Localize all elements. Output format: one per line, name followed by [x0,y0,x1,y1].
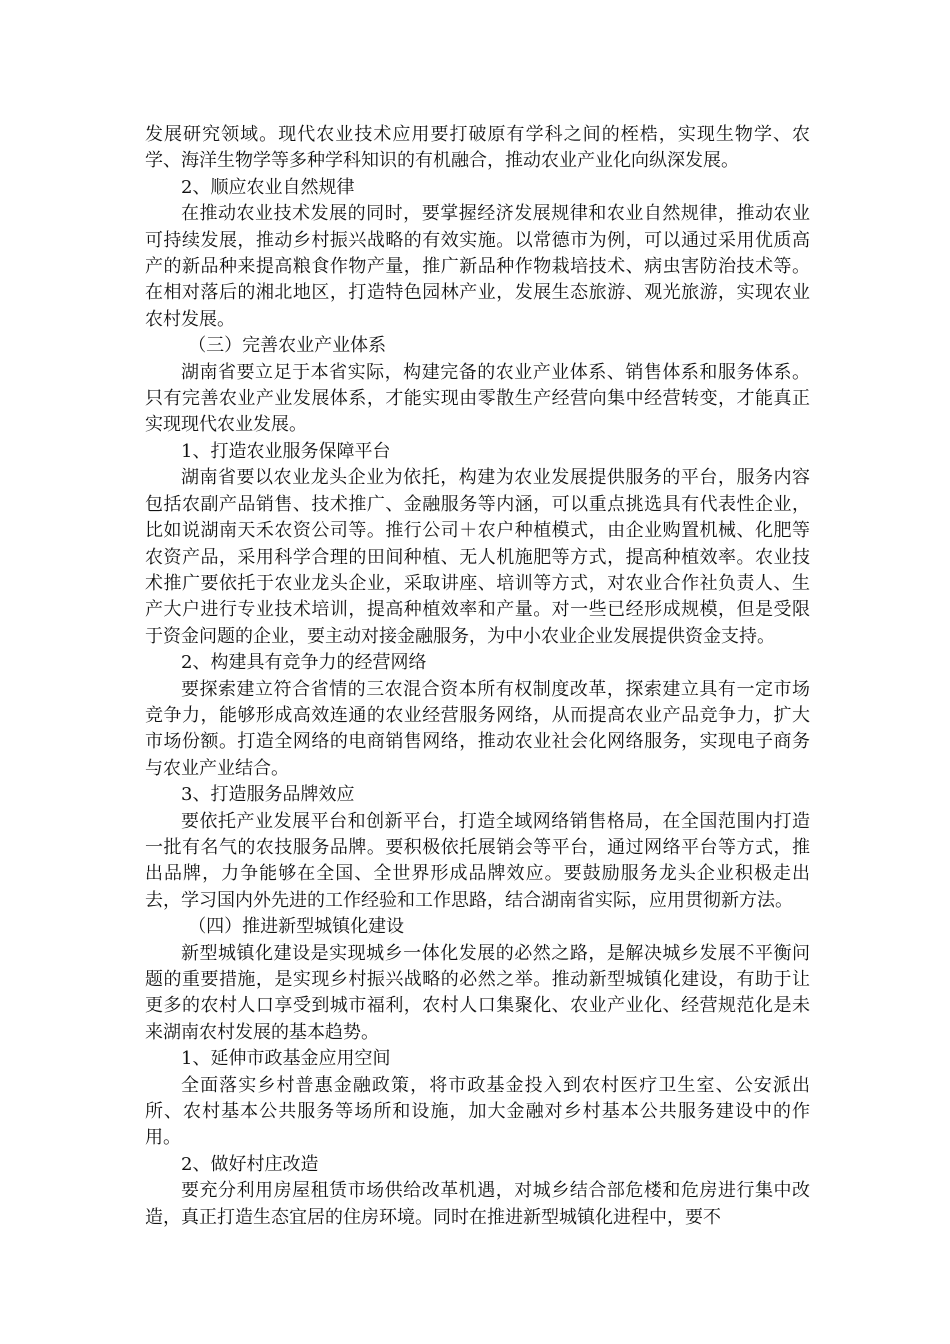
subsection-heading: 3、打造服务品牌效应 [181,784,355,806]
subsection-heading: 1、延伸市政基金应用空间 [181,1048,391,1070]
subsection-heading: 1、打造农业服务保障平台 [181,440,391,462]
paragraph: 湖南省要立足于本省实际，构建完备的农业产业体系、销售体系和服务体系。只有完善农业产业发展体系，才能实现由零散生产经营向集中经营转变，才能真正实现现代农业发展。 [145,361,810,436]
document-body [145,122,810,1231]
section-heading: （三）完善农业产业体系 [188,335,387,357]
subsection-heading: 2、做好村庄改造 [181,1153,319,1175]
paragraph: 要充分利用房屋租赁市场供给改革机遇，对城乡结合部危楼和危房进行集中改造，真正打造生态宜居的住房环境。同时在推进新型城镇化进程中，要不 [145,1180,810,1228]
subsection-heading: 2、构建具有竞争力的经营网络 [181,652,427,674]
section-heading: （四）推进新型城镇化建设 [188,916,405,938]
paragraph: 全面落实乡村普惠金融政策，将市政基金投入到农村医疗卫生室、公安派出所、农村基本公共服务等场所和设施，加大金融对乡村基本公共服务建设中的作用。 [145,1074,810,1149]
paragraph: 要探索建立符合省情的三农混合资本所有权制度改革，探索建立具有一定市场竞争力，能够形成高效连通的农业经营服务网络，从而提高农业产品竞争力，扩大市场份额。打造全网络的电商销售网络，推动农业社会化网络服务，实现电子商务与农业产业结合。 [145,678,810,779]
paragraph: 要依托产业发展平台和创新平台，打造全域网络销售格局，在全国范围内打造一批有名气的农技服务品牌。要积极依托展销会等平台，通过网络平台等方式，推出品牌，力争能够在全国、全世界形成品牌效应。要鼓励服务龙头企业积极走出去，学习国内外先进的工作经验和工作思路，结合湖南省实际，应用贯彻新方法。 [145,810,810,911]
paragraph: 在推动农业技术发展的同时，要掌握经济发展规律和农业自然规律，推动农业可持续发展，推动乡村振兴战略的有效实施。以常德市为例，可以通过采用优质高产的新品种来提高粮食作物产量，推广新品种作物栽培技术、病虫害防治技术等。在相对落后的湘北地区，打造特色园林产业，发展生态旅游、观光旅游，实现农业农村发展。 [145,203,810,330]
paragraph: 发展研究领域。现代农业技术应用要打破原有学科之间的桎梏，实现生物学、农学、海洋生物学等多种学科知识的有机融合，推动农业产业化向纵深发展。 [145,124,810,172]
paragraph: 湖南省要以农业龙头企业为依托，构建为农业发展提供服务的平台，服务内容包括农副产品销售、技术推广、金融服务等内涵，可以重点挑选具有代表性企业，比如说湖南天禾农资公司等。推行公司＋农户种植模式，由企业购置机械、化肥等农资产品，采用科学合理的田间种植、无人机施肥等方式，提高种植效率。农业技术推广要依托于农业龙头企业，采取讲座、培训等方式，对农业合作社负责人、生产大户进行专业技术培训，提高种植效率和产量。对一些已经形成规模，但是受限于资金问题的企业，要主动对接金融服务，为中小农业企业发展提供资金支持。 [145,467,810,647]
subsection-heading: 2、顺应农业自然规律 [181,176,355,198]
paragraph: 新型城镇化建设是实现城乡一体化发展的必然之路，是解决城乡发展不平衡问题的重要措施，是实现乡村振兴战略的必然之举。推动新型城镇化建设，有助于让更多的农村人口享受到城市福利，农村人口集聚化、农业产业化、经营规范化是未来湖南农村发展的基本趋势。 [145,942,810,1043]
